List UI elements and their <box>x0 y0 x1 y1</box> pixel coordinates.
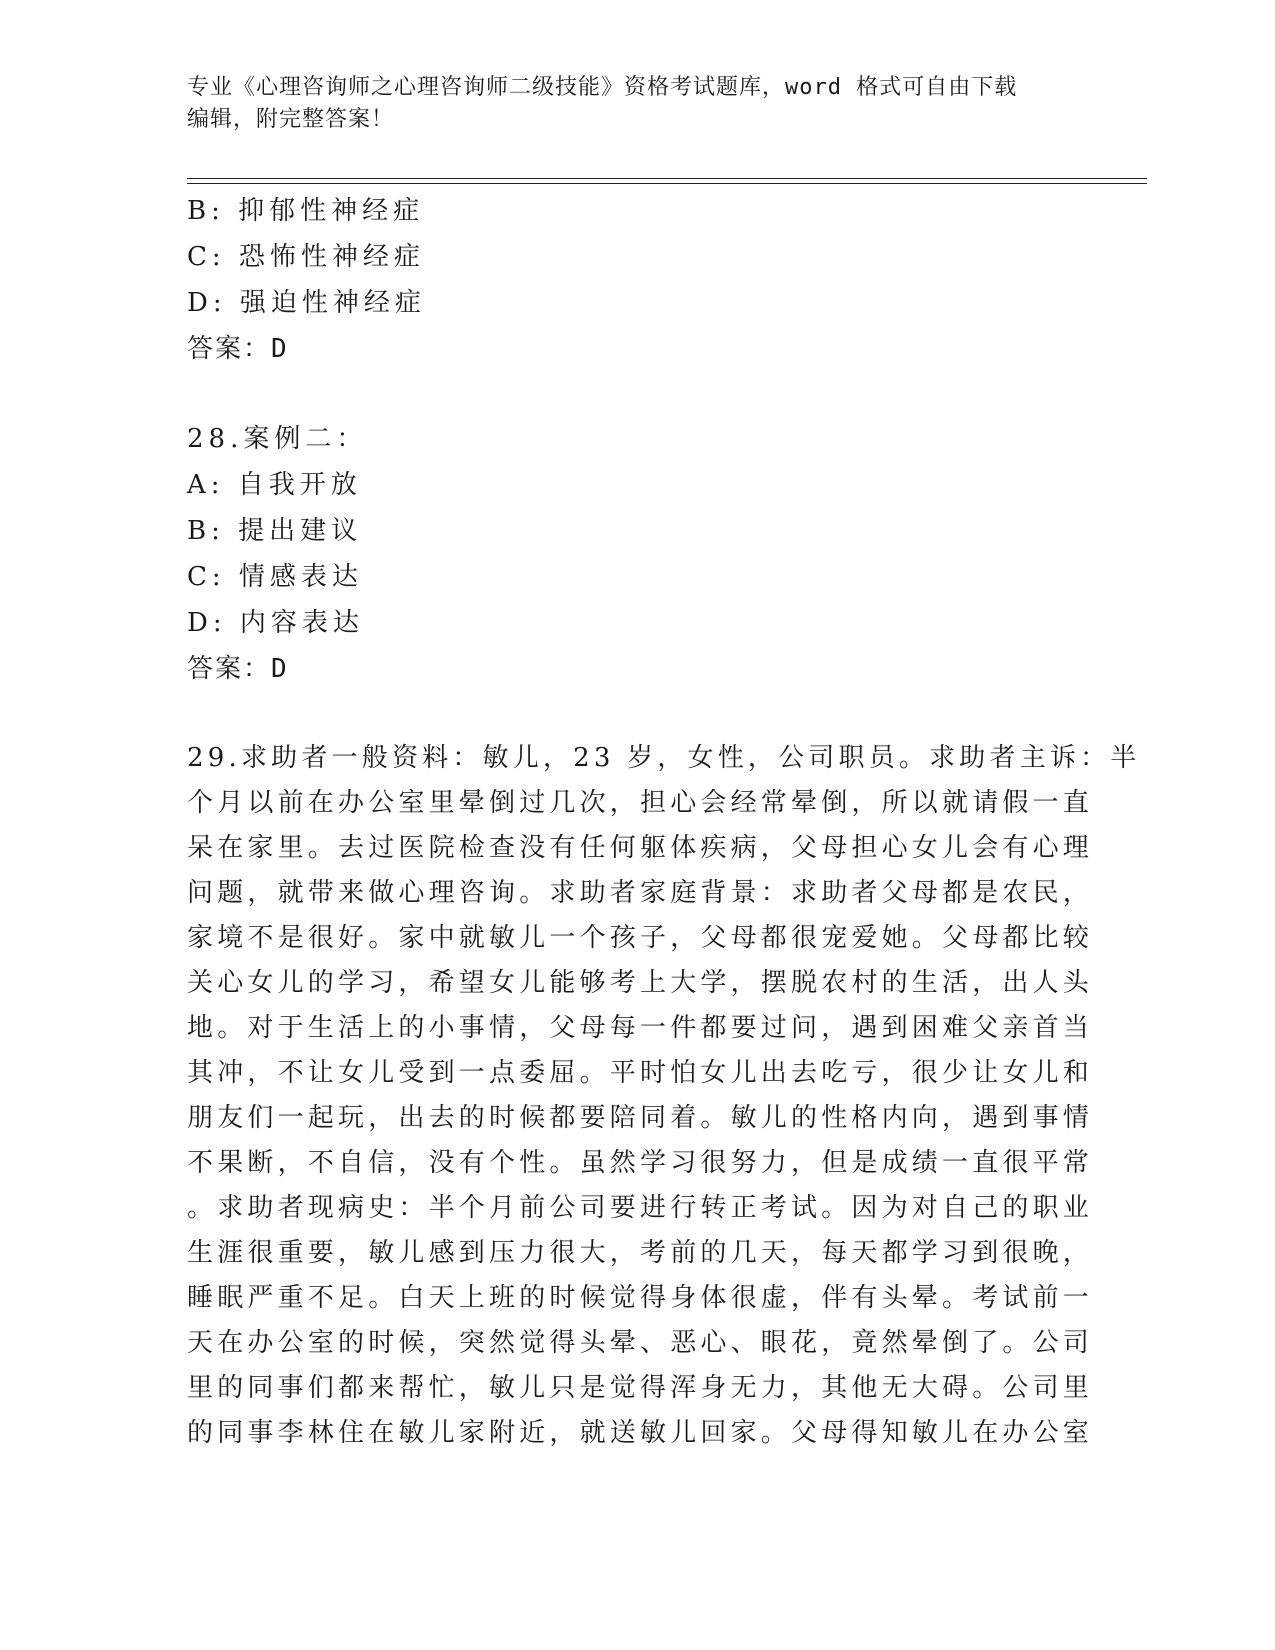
text-line: 朋友们一起玩，出去的时候都要陪同着。敏儿的性格内向，遇到事情 <box>187 1103 1094 1133</box>
text-line: 关心女儿的学习，希望女儿能够考上大学，摆脱农村的生活，出人头 <box>187 968 1094 998</box>
header-line-1: 专业《心理咨询师之心理咨询师二级技能》资格考试题库，word 格式可自由下载 <box>187 75 1018 100</box>
option-d: D: 强迫性神经症 <box>187 288 426 318</box>
text-line: 家境不是很好。家中就敏儿一个孩子，父母都很宠爱她。父母都比较 <box>187 923 1094 953</box>
answer: 答案：D <box>187 654 289 684</box>
option-d: D: 内容表达 <box>187 608 364 638</box>
text-line: 睡眠严重不足。白天上班的时候觉得身体很虚，伴有头晕。考试前一 <box>187 1283 1094 1313</box>
option-c: C: 恐怖性神经症 <box>187 242 425 272</box>
option-a: A: 自我开放 <box>187 470 362 500</box>
question-29-case-text <box>187 736 1141 1456</box>
text-line: 不果断，不自信，没有个性。虽然学习很努力，但是成绩一直很平常 <box>187 1148 1094 1178</box>
header-line-2: 编辑，附完整答案！ <box>187 107 395 132</box>
document-body <box>187 188 1141 1456</box>
text-line: 天在办公室的时候，突然觉得头晕、恶心、眼花，竟然晕倒了。公司 <box>187 1328 1094 1358</box>
header-divider-bottom <box>187 183 1147 184</box>
question-title: 28.案例二： <box>187 424 368 454</box>
page-header <box>187 72 1067 136</box>
option-b: B: 抑郁性神经症 <box>187 196 425 226</box>
question-28 <box>187 416 1087 692</box>
text-line: 地。对于生活上的小事情，父母每一件都要过问，遇到困难父亲首当 <box>187 1013 1094 1043</box>
text-line: 呆在家里。去过医院检查没有任何躯体疾病，父母担心女儿会有心理 <box>187 833 1094 863</box>
option-b: B: 提出建议 <box>187 516 363 546</box>
text-line: 里的同事们都来帮忙，敏儿只是觉得浑身无力，其他无大碍。公司里 <box>187 1373 1094 1403</box>
text-line: 的同事李林住在敏儿家附近，就送敏儿回家。父母得知敏儿在办公室 <box>187 1418 1094 1448</box>
text-line: 其冲，不让女儿受到一点委屈。平时怕女儿出去吃亏，很少让女儿和 <box>187 1058 1094 1088</box>
question-27 <box>187 188 1087 372</box>
text-line: 问题，就带来做心理咨询。求助者家庭背景：求助者父母都是农民， <box>187 878 1094 908</box>
text-line: 。求助者现病史：半个月前公司要进行转正考试。因为对自己的职业 <box>187 1193 1094 1223</box>
answer: 答案：D <box>187 334 289 364</box>
text-line: 29.求助者一般资料：敏儿，23 岁，女性，公司职员。求助者主诉：半 <box>187 743 1141 773</box>
text-line: 个月以前在办公室里晕倒过几次，担心会经常晕倒，所以就请假一直 <box>187 788 1094 818</box>
option-c: C: 情感表达 <box>187 562 363 592</box>
text-line: 生涯很重要，敏儿感到压力很大，考前的几天，每天都学习到很晚， <box>187 1238 1094 1268</box>
header-divider-top <box>187 178 1147 179</box>
